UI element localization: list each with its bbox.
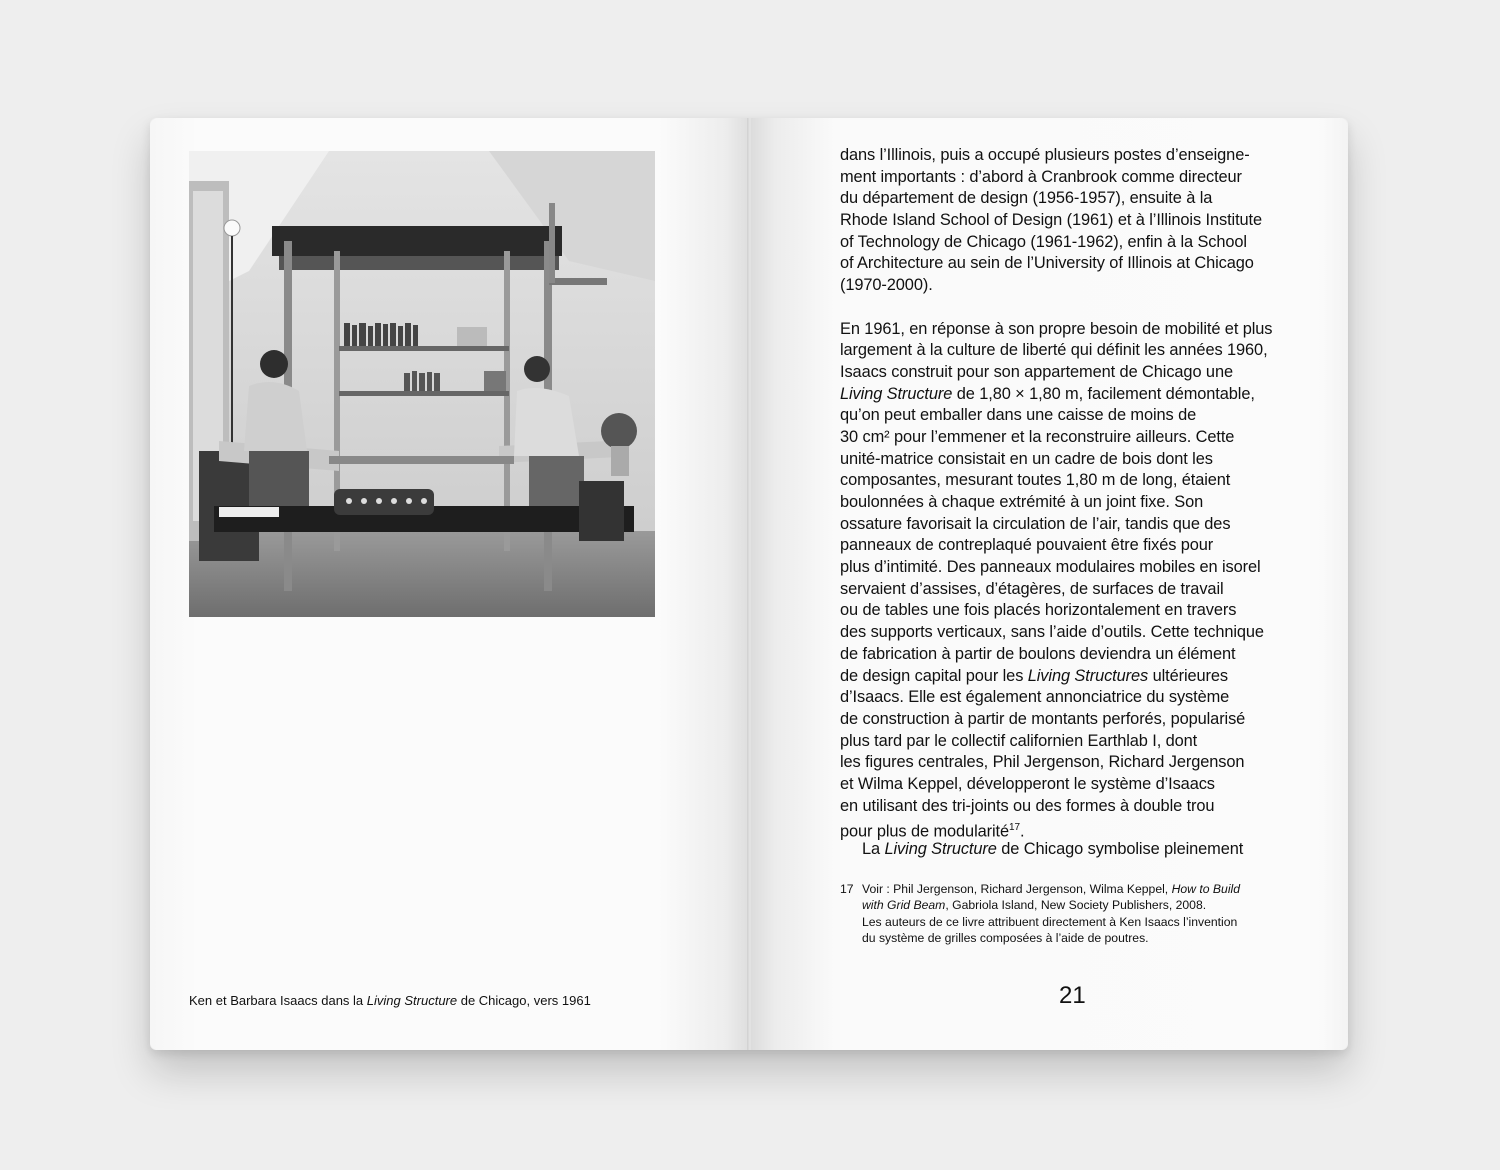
text-line: En 1961, en réponse à son propre besoin de mobilité et plus xyxy=(840,319,1273,338)
text-line: largement à la culture de liberté qui définit les années 1960, xyxy=(840,341,1268,360)
text-line: of Architecture au sein de l’University of Illinois at Chicago xyxy=(840,254,1254,273)
footnote: 17 Voir : Phil Jergenson, Richard Jergenson, Wilma Keppel, How to Build with Grid Beam, Gabriola Island, New Society Publishers, 2008. Les auteurs de ce livre attribuent directement à Ken Isaacs l’invention du système de grilles composées à l’aide de poutres. xyxy=(840,882,1241,946)
text-line: unité-matrice consistait en un cadre de bois dont les xyxy=(840,449,1213,468)
text-line: du département de design (1956-1957), ensuite à la xyxy=(840,189,1213,208)
text-line: de construction à partir de montants perforés, popularisé xyxy=(840,709,1246,728)
text-line: boulonnées à chaque extrémité à un joint fixe. Son xyxy=(840,493,1204,511)
footnote-ref: 17 xyxy=(1009,822,1020,834)
text-line: ment importants : d’abord à Cranbrook comme directeur xyxy=(840,167,1242,186)
text-line: dans l’Illinois, puis a occupé plusieurs postes d’enseigne- xyxy=(840,146,1250,164)
text-line: de design capital pour les Living Structures ultérieures xyxy=(840,666,1229,685)
text-line: des supports verticaux, sans l’aide d’outils. Cette technique xyxy=(840,623,1264,642)
text-line: de fabrication à partir de boulons deviendra un élément xyxy=(840,644,1236,663)
body-text xyxy=(840,145,1310,861)
text-line: plus d’intimité. Des panneaux modulaires mobiles en isorel xyxy=(840,558,1261,577)
text-line: Isaacs construit pour son appartement de Chicago une xyxy=(840,362,1233,381)
text-line: of Technology de Chicago (1961-1962), enfin à la School xyxy=(840,232,1247,251)
page-number: 21 xyxy=(1059,982,1086,1009)
text-line: ou de tables une fois placés horizontalement en travers xyxy=(840,601,1237,620)
text-line: d’Isaacs. Elle est également annonciatrice du système xyxy=(840,688,1230,707)
text-line: les figures centrales, Phil Jergenson, Richard Jergenson xyxy=(840,753,1245,772)
footnote-number: 17 xyxy=(840,882,854,896)
left-page xyxy=(150,118,749,1050)
right-page xyxy=(751,118,1348,1050)
text-line: qu’on peut emballer dans une caisse de moins de xyxy=(840,406,1197,425)
text-line: plus tard par le collectif californien Earthlab I, dont xyxy=(840,731,1198,750)
text-line: panneaux de contreplaqué pouvaient être fixés pour xyxy=(840,536,1214,555)
text-line: composantes, mesurant toutes 1,80 m de long, étaient xyxy=(840,471,1231,490)
text-line: La Living Structure de Chicago symbolise pleinement xyxy=(862,840,1244,858)
text-line: ossature favorisait la circulation de l’air, tandis que des xyxy=(840,514,1231,533)
living-structure-photo xyxy=(189,151,655,617)
photo-caption: Ken et Barbara Isaacs dans la Living Structure de Chicago, vers 1961 xyxy=(189,993,591,1008)
text-line: Rhode Island School of Design (1961) et à l’Illinois Institute xyxy=(840,211,1263,230)
text-line: 30 cm² pour l’emmener et la reconstruire ailleurs. Cette xyxy=(840,427,1235,446)
text-line: en utilisant des tri-joints ou des formes à double trou xyxy=(840,796,1215,815)
text-line: et Wilma Keppel, développeront le système d’Isaacs xyxy=(840,774,1215,793)
text-line: Living Structure de 1,80 × 1,80 m, facilement démontable, xyxy=(840,384,1255,403)
text-line: (1970-2000). xyxy=(840,276,933,295)
text-line: servaient d’assises, d’étagères, de surfaces de travail xyxy=(840,579,1224,598)
text-line: pour plus de modularité$^{17}$. xyxy=(840,822,1025,841)
